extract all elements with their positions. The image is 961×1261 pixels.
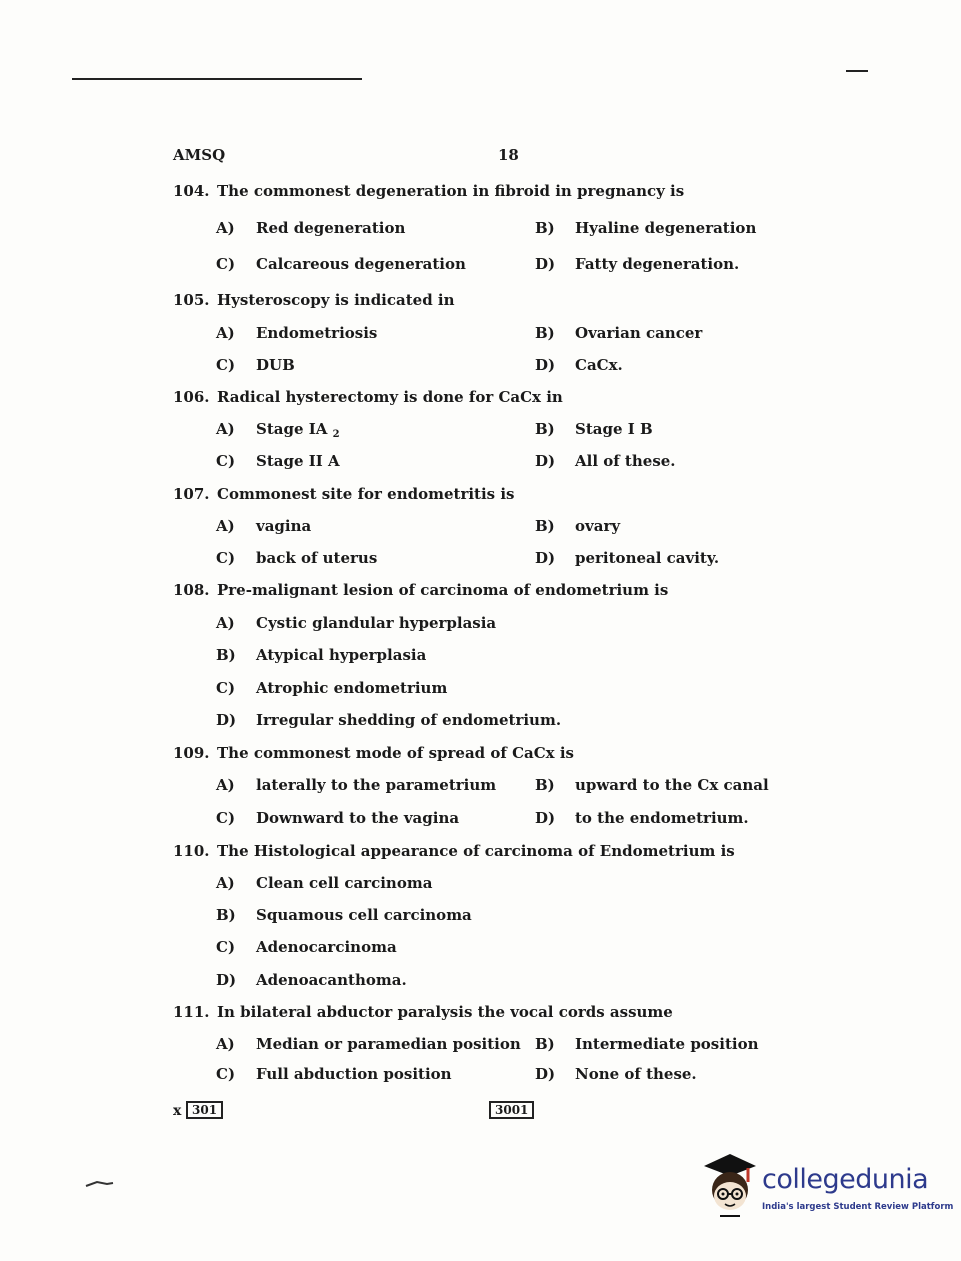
option-110-a — [216, 874, 432, 892]
option-letter: D) — [535, 255, 556, 273]
option-111-c — [216, 1065, 452, 1083]
option-text: Adenocarcinoma — [256, 938, 397, 956]
option-text: Irregular shedding of endometrium. — [256, 711, 562, 729]
option-107-b — [535, 517, 620, 535]
option-110-d — [216, 971, 407, 989]
option-110-b — [216, 906, 472, 924]
option-letter: A) — [216, 1035, 235, 1053]
watermark-tagline: India's largest Student Review Platform — [762, 1202, 954, 1212]
option-106-b — [535, 420, 653, 438]
option-text: vagina — [256, 517, 312, 535]
option-107-d — [535, 549, 719, 567]
question-text: The commonest mode of spread of CaCx is — [217, 744, 574, 762]
option-letter: D) — [535, 1065, 556, 1083]
option-text: Stage IA — [256, 420, 328, 438]
option-letter: B) — [535, 219, 555, 237]
option-105-c — [216, 356, 295, 374]
option-text: Stage II A — [256, 452, 340, 470]
option-109-d — [535, 809, 749, 827]
question-number: 106. — [173, 388, 210, 406]
option-text: Red degeneration — [256, 219, 406, 237]
option-letter: C) — [216, 356, 236, 374]
option-text: Endometriosis — [256, 324, 378, 342]
option-letter: C) — [216, 809, 236, 827]
option-text: Downward to the vagina — [256, 809, 460, 827]
option-letter: A) — [216, 614, 235, 632]
question-106 — [173, 388, 563, 406]
option-text: DUB — [256, 356, 295, 374]
option-text: CaCx. — [575, 356, 623, 374]
option-text: laterally to the parametrium — [256, 776, 497, 794]
question-number: 109. — [173, 744, 210, 762]
option-letter: B) — [535, 1035, 555, 1053]
option-108-a — [216, 614, 496, 632]
page-number: 18 — [498, 146, 519, 164]
question-number: 108. — [173, 581, 210, 599]
question-108 — [173, 581, 668, 599]
question-number: 111. — [173, 1003, 210, 1021]
option-letter: A) — [216, 420, 235, 438]
option-letter: D) — [535, 809, 556, 827]
option-109-a — [216, 776, 496, 794]
option-104-a — [216, 219, 405, 237]
option-letter: B) — [216, 906, 236, 924]
option-105-a — [216, 324, 377, 342]
option-text: All of these. — [575, 452, 676, 470]
option-text: Fatty degeneration. — [575, 255, 740, 273]
option-letter: C) — [216, 549, 236, 567]
top-right-mark — [846, 70, 868, 72]
question-number: 110. — [173, 842, 210, 860]
option-text: upward to the Cx canal — [575, 776, 769, 794]
option-letter: A) — [216, 517, 235, 535]
option-105-d — [535, 356, 623, 374]
option-letter: A) — [216, 219, 235, 237]
option-text: Cystic glandular hyperplasia — [256, 614, 497, 632]
footer-center-code: 3001 — [489, 1101, 534, 1119]
option-letter: D) — [216, 711, 237, 729]
watermark-brand: collegedunia — [762, 1164, 929, 1195]
option-letter: B) — [535, 420, 555, 438]
paper-code: AMSQ — [173, 146, 226, 164]
option-106-d — [535, 452, 676, 470]
option-text: Ovarian cancer — [575, 324, 703, 342]
question-104 — [173, 182, 684, 200]
option-108-c — [216, 679, 447, 697]
option-letter: C) — [216, 1065, 236, 1083]
option-letter: D) — [535, 549, 556, 567]
option-104-d — [535, 255, 739, 273]
question-109 — [173, 744, 574, 762]
watermark-logo — [700, 1152, 954, 1224]
option-104-c — [216, 255, 466, 273]
question-text: The commonest degeneration in fibroid in pregnancy is — [217, 182, 685, 200]
mascot-icon — [700, 1152, 760, 1224]
option-text: Atrophic endometrium — [256, 679, 448, 697]
option-letter: B) — [535, 324, 555, 342]
option-text: Intermediate position — [575, 1035, 759, 1053]
option-letter: D) — [216, 971, 237, 989]
option-text: Calcareous degeneration — [256, 255, 466, 273]
option-111-d — [535, 1065, 697, 1083]
option-104-b — [535, 219, 756, 237]
question-text: Radical hysterectomy is done for CaCx in — [217, 388, 563, 406]
question-text: In bilateral abductor paralysis the vocal cords assume — [217, 1003, 673, 1021]
option-109-c — [216, 809, 459, 827]
option-text: Stage I B — [575, 420, 653, 438]
option-text: Atypical hyperplasia — [256, 646, 427, 664]
option-108-b — [216, 646, 426, 664]
option-text: peritoneal cavity. — [575, 549, 720, 567]
option-letter: C) — [216, 679, 236, 697]
option-text: Hyaline degeneration — [575, 219, 757, 237]
option-letter: C) — [216, 255, 236, 273]
option-letter: C) — [216, 452, 236, 470]
option-letter: A) — [216, 776, 235, 794]
top-rule — [72, 78, 362, 80]
option-text: Adenoacanthoma. — [256, 971, 407, 989]
option-letter: D) — [535, 356, 556, 374]
option-109-b — [535, 776, 769, 794]
option-111-a — [216, 1035, 521, 1053]
option-text: Clean cell carcinoma — [256, 874, 433, 892]
option-105-b — [535, 324, 702, 342]
question-number: 107. — [173, 485, 210, 503]
question-105 — [173, 291, 455, 309]
option-111-b — [535, 1035, 759, 1053]
option-letter: A) — [216, 874, 235, 892]
option-subscript: 2 — [332, 429, 340, 440]
option-letter: C) — [216, 938, 236, 956]
question-number: 104. — [173, 182, 210, 200]
footer-left-code: 301 — [186, 1101, 223, 1119]
option-106-a — [216, 420, 340, 440]
option-letter: D) — [535, 452, 556, 470]
question-text: Commonest site for endometritis is — [217, 485, 515, 503]
option-text: Median or paramedian position — [256, 1035, 521, 1053]
option-letter: B) — [216, 646, 236, 664]
option-text: None of these. — [575, 1065, 697, 1083]
option-106-c — [216, 452, 340, 470]
option-110-c — [216, 938, 397, 956]
option-text: back of uterus — [256, 549, 378, 567]
question-text: Pre-malignant lesion of carcinoma of endometrium is — [217, 581, 669, 599]
option-108-d — [216, 711, 561, 729]
option-text: to the endometrium. — [575, 809, 749, 827]
pen-mark-icon — [85, 1178, 115, 1190]
question-number: 105. — [173, 291, 210, 309]
question-text: The Histological appearance of carcinoma of Endometrium is — [217, 842, 735, 860]
question-text: Hysteroscopy is indicated in — [217, 291, 455, 309]
option-text: ovary — [575, 517, 621, 535]
option-text: Full abduction position — [256, 1065, 452, 1083]
option-letter: B) — [535, 776, 555, 794]
option-text: Squamous cell carcinoma — [256, 906, 472, 924]
question-107 — [173, 485, 514, 503]
footer-prefix: x — [173, 1103, 182, 1119]
option-letter: B) — [535, 517, 555, 535]
option-107-a — [216, 517, 311, 535]
option-letter: A) — [216, 324, 235, 342]
question-111 — [173, 1003, 673, 1021]
option-107-c — [216, 549, 377, 567]
question-110 — [173, 842, 735, 860]
